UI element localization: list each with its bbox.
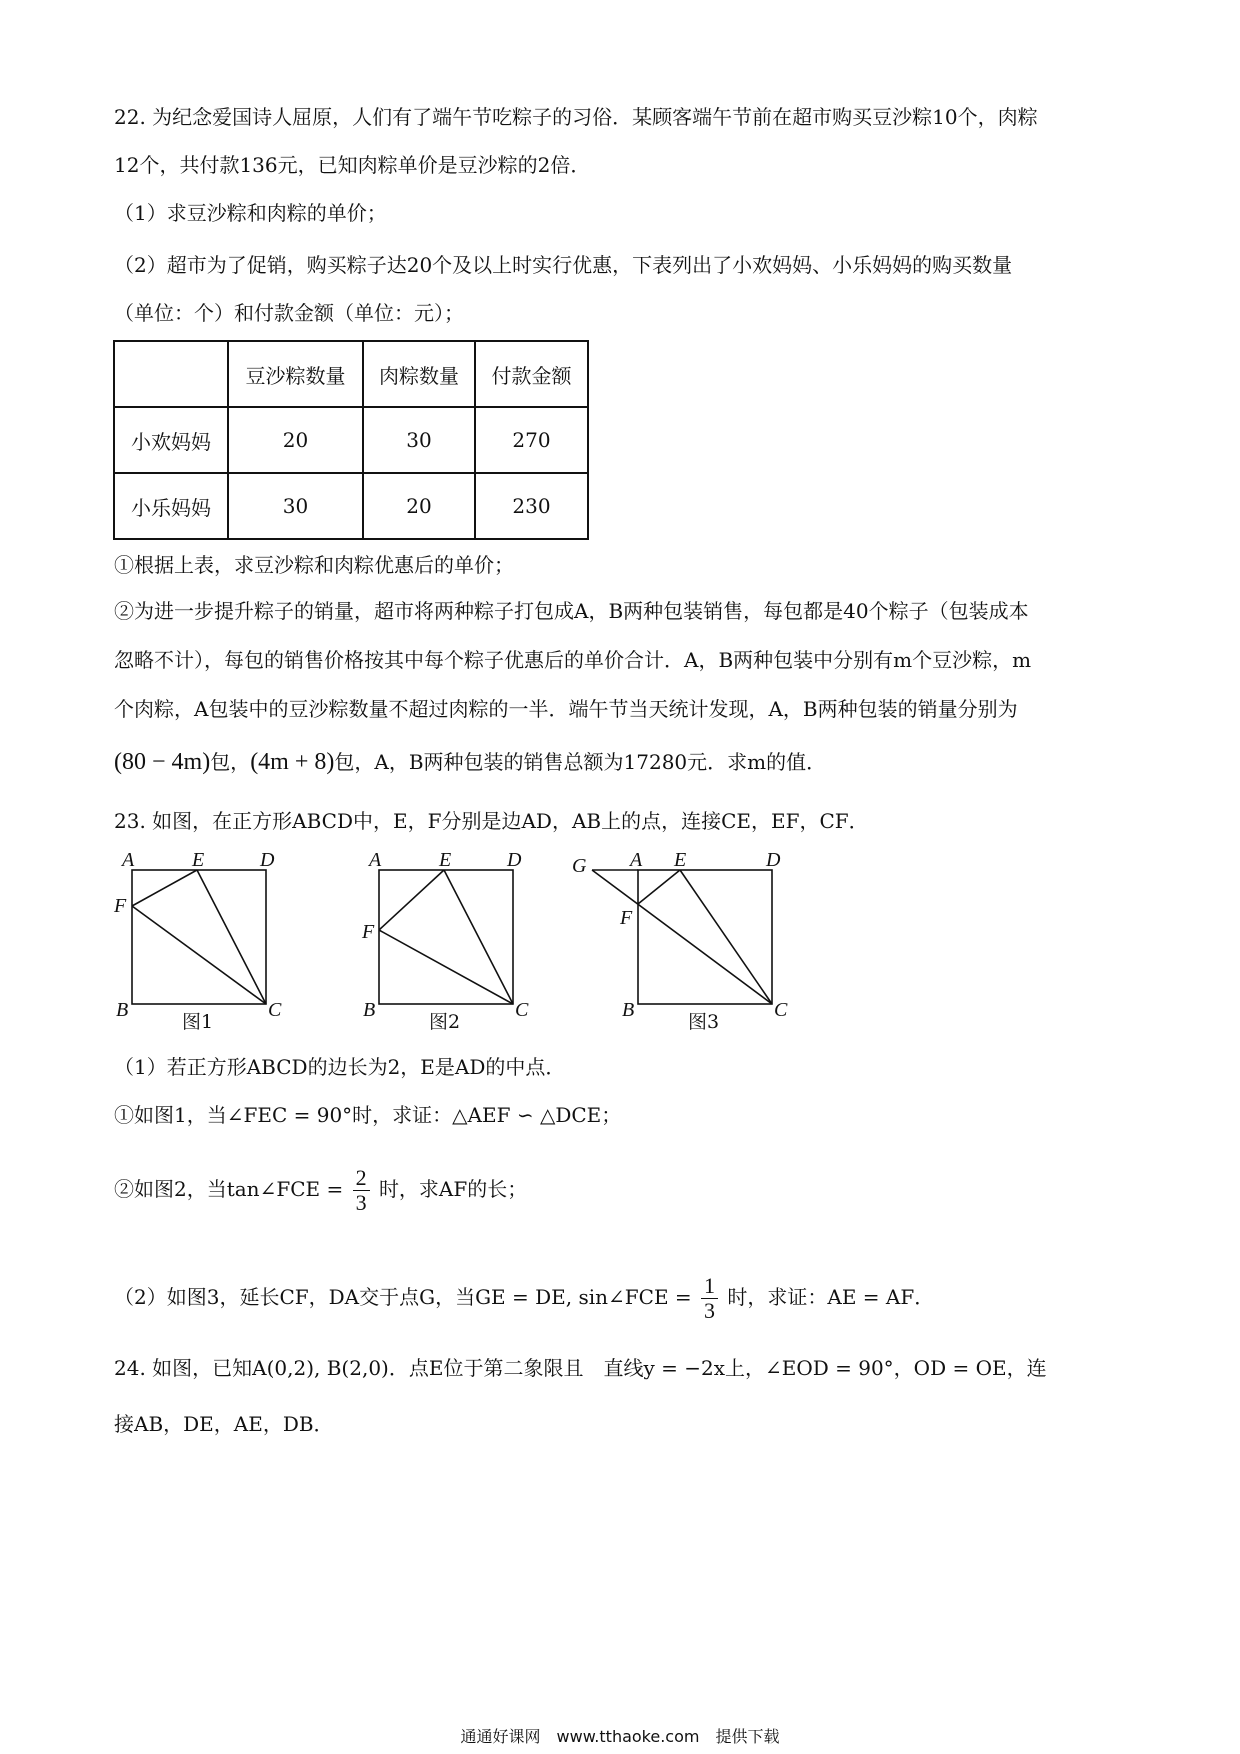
expression-4m-plus-8: (4m + 8) [250,749,335,775]
label-e: E [674,849,687,871]
q23-intro: 23. 如图，在正方形ABCD中，E，F分别是边AD，AB上的点，连接CE，EF，CF． [114,809,869,833]
q24-line1: 24. 如图，已知A(0,2), B(2,0)．点E位于第二象限且 直线y = −2x上，∠EOD = 90°，OD = OE，连 [114,1356,1047,1380]
table-cell: 230 [475,473,588,539]
segment-ef [638,870,680,904]
segment-gc [592,870,772,1004]
label-c: C [515,999,529,1021]
label-c: C [268,999,282,1021]
label-g: G [572,855,587,877]
label-a: A [122,849,135,871]
figure-1 [110,848,300,1038]
segment-ef [132,870,197,906]
label-a: A [369,849,382,871]
table-cell: 小欢妈妈 [114,407,228,473]
table-cell: 30 [363,407,475,473]
label-f: F [114,895,127,917]
q22-part2a: （2）超市为了促销，购买粽子达20个及以上时实行优惠，下表列出了小欢妈妈、小乐妈妈的购买数量 [114,253,1013,277]
label-d: D [260,849,275,871]
table-header-cell: 豆沙粽数量 [228,341,363,407]
fraction-2-3 [353,1166,370,1215]
q23-text: ②如图2，当tan∠FCE = [114,1177,344,1201]
table-cell: 20 [228,407,363,473]
table-cell: 30 [228,473,363,539]
segment-ce [680,870,772,1004]
label-b: B [622,999,635,1021]
segment-ce [444,870,513,1004]
q24-line2: 接AB，DE，AE，DB． [114,1412,334,1436]
fraction-denominator: 3 [355,1190,367,1215]
q22-part2b: （单位：个）和付款金额（单位：元）； [114,301,464,325]
q23-text: （2）如图3，延长CF，DA交于点G，当GE = DE, sin∠FCE = [114,1285,692,1309]
q22-line1: 22. 为纪念爱国诗人屈原，人们有了端午节吃粽子的习俗．某顾客端午节前在超市购买豆沙粽10个，肉粽 [114,105,1038,129]
table-cell: 小乐妈妈 [114,473,228,539]
segment-ef [379,870,444,930]
square-abcd [379,870,513,1004]
table-header-row [114,341,588,407]
segment-ce [197,870,266,1004]
page-footer: 通通好课网 www.tthaoke.com 提供下载 [460,1727,780,1746]
table-cell: 20 [363,473,475,539]
figure-2-caption: 图2 [429,1011,461,1033]
label-e: E [439,849,452,871]
q22-sub2-line2: 忽略不计），每包的销售价格按其中每个粽子优惠后的单价合计．A，B两种包装中分别有m个豆沙粽，m [114,648,1032,672]
table-header-cell [114,341,228,407]
figure-1-caption: 图1 [182,1011,214,1033]
figure-3 [570,848,810,1038]
q22-sub2-line1: ②为进一步提升粽子的销量，超市将两种粽子打包成A，B两种包装销售，每包都是40个粽子（包装成本 [114,599,1029,623]
q22-text: 包， [210,750,251,774]
square-abcd [638,870,772,1004]
label-d: D [507,849,522,871]
expression-80-minus-4m: (80 − 4m) [114,749,211,775]
q23-part2 [114,1274,934,1323]
label-b: B [363,999,376,1021]
segment-cf [379,930,513,1004]
q23-text: 时，求AF的长； [378,1177,528,1201]
q23-part1b [114,1166,527,1215]
purchase-table [113,340,589,540]
q23-part1: （1）若正方形ABCD的边长为2，E是AD的中点． [114,1055,566,1079]
fraction-numerator: 1 [701,1274,718,1299]
q22-sub1: ①根据上表，求豆沙粽和肉粽优惠后的单价； [114,553,514,577]
segment-cf [132,906,266,1004]
q22-line2: 12个，共付款136元，已知肉粽单价是豆沙粽的2倍． [114,153,591,177]
square-abcd [132,870,266,1004]
table-row [114,407,588,473]
q23-part1a: ①如图1，当∠FEC = 90°时，求证：△AEF ∽ △DCE； [114,1103,622,1127]
label-b: B [116,999,129,1021]
q22-part1: （1）求豆沙粽和肉粽的单价； [114,201,387,225]
label-e: E [192,849,205,871]
table-header-cell: 肉粽数量 [363,341,475,407]
q22-sub2-line3: 个肉粽，A包装中的豆沙粽数量不超过肉粽的一半．端午节当天统计发现，A，B两种包装的销量分别为 [114,697,1018,721]
label-d: D [766,849,781,871]
figure-3-caption: 图3 [688,1011,720,1033]
q22-sub2-line4 [114,747,826,777]
table-header-cell: 付款金额 [475,341,588,407]
q23-text: 时，求证：AE = AF． [727,1285,935,1309]
fraction-denominator: 3 [704,1298,716,1323]
label-f: F [362,921,375,943]
table-row [114,473,588,539]
figure-2 [357,848,547,1038]
label-f: F [620,907,633,929]
table-cell: 270 [475,407,588,473]
fraction-numerator: 2 [353,1166,370,1191]
label-c: C [774,999,788,1021]
fraction-1-3 [701,1274,718,1323]
q22-text: 包，A，B两种包装的销售总额为17280元．求m的值． [334,750,827,774]
label-a: A [630,849,643,871]
